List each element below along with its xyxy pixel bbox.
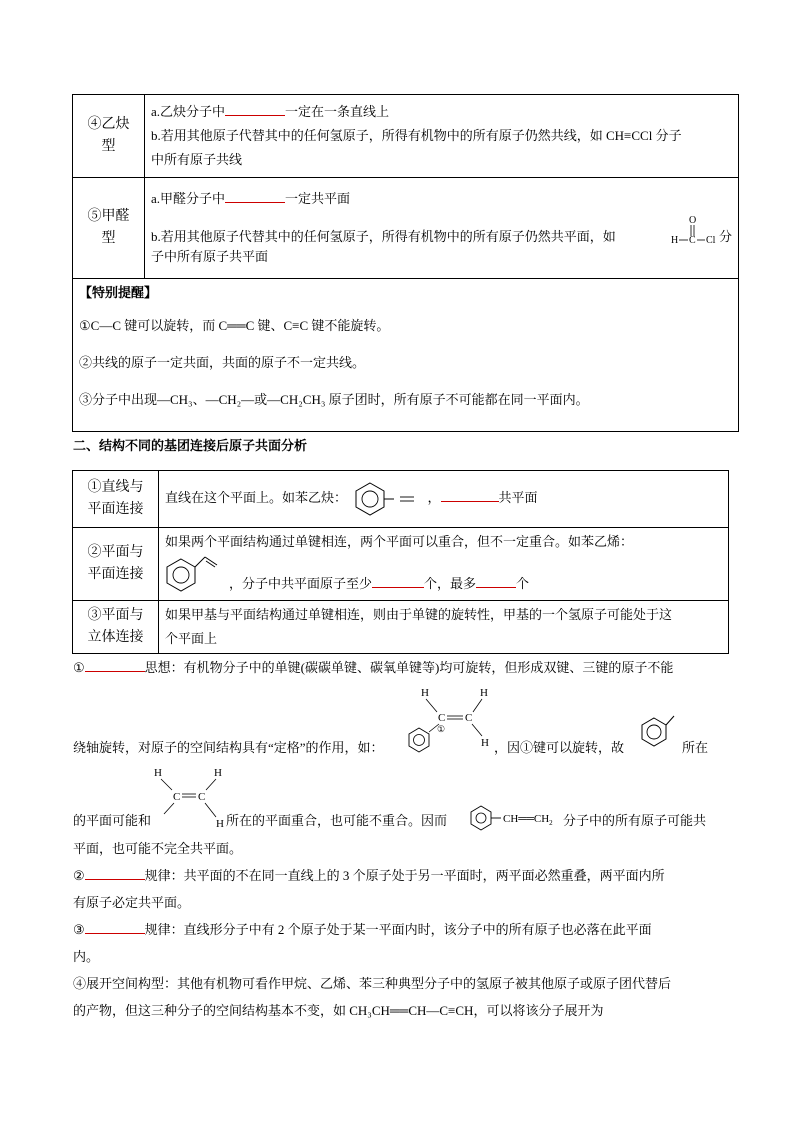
label-acetylene-type: ④乙炔 型 — [73, 95, 145, 178]
content-plane-solid: 如果甲基与平面结构通过单键相连，则由于单键的旋转性，甲基的一个氢原子可能处于这 个平面上 — [159, 601, 729, 654]
label-plane-solid: ③平面与 立体连接 — [73, 601, 159, 654]
methylbenzene-ring — [638, 712, 680, 752]
p1-line2: 绕轴旋转，对原子的空间结构具有“定格”的作用，如： — [73, 740, 384, 755]
p2-line1: ② 规律：共平面的不在同一直线上的 3 个原子处于另一平面时，两平面必然重叠，两平面内所 — [73, 868, 665, 883]
content-acetylene-type: a.乙炔分子中 一定在一条直线上 b.若用其他原子代替其中的任何氢原子，所得有机物中的所有原子仍然共线，如 CH≡CCl 分子 中所有原子共线 — [145, 95, 739, 178]
styrene-structure — [165, 549, 225, 593]
structure-types-table — [72, 94, 739, 432]
p1-line1: ① 思想：有机物分子中的单键(碳碳单键、碳氧单键等)均可旋转，但形成双键、三键的原子不能 — [73, 660, 674, 675]
svg-text:H: H — [481, 737, 489, 749]
svg-text:C: C — [689, 235, 696, 246]
svg-text:O: O — [689, 215, 697, 226]
section-heading: 二、结构不同的基团连接后原子共面分析 — [73, 438, 308, 453]
p4-line2: 的产物，但这三种分子的空间结构基本不变，如 CH₃CH══CH—C≡CH，可以将该分子展开为 — [73, 1003, 604, 1018]
p2-line2: 有原子必定共平面。 — [73, 895, 191, 910]
carbonyl-chloride-structure — [669, 211, 719, 251]
fill-blank[interactable] — [85, 920, 145, 934]
row-special-reminder — [73, 279, 739, 432]
svg-text:C: C — [465, 712, 473, 724]
phenylacetylene-structure — [350, 479, 424, 519]
svg-text:①: ① — [437, 724, 446, 734]
p1-line3: 的平面可能和 — [73, 813, 152, 828]
row-plane-solid — [73, 601, 729, 654]
label-formaldehyde-type: ⑤甲醛 型 — [73, 178, 145, 279]
p1-line4: 平面，也可能不完全共平面。 — [73, 841, 243, 856]
row-acetylene-type — [73, 95, 739, 178]
row-line-plane — [73, 471, 729, 528]
row-plane-plane — [73, 528, 729, 601]
content-formaldehyde-type: a.甲醛分子中 一定共平面 b.若用其他原子代替其中的任何氢原子，所得有机物中的所有原子仍然共平面，如 O H C Cl 分 子中所有原子共平面 — [145, 178, 739, 279]
phenyl-vinyl-structure — [405, 684, 497, 756]
label-line-plane: ①直线与 平面连接 — [73, 471, 159, 528]
fill-blank[interactable] — [441, 488, 499, 502]
fill-blank[interactable] — [476, 574, 516, 588]
svg-text:H: H — [480, 687, 488, 699]
svg-text:Cl: Cl — [706, 235, 716, 246]
fill-blank[interactable] — [225, 189, 285, 203]
svg-text:CH══CH2: $CH══CH_2$ — [503, 813, 553, 827]
svg-text:C: C — [198, 791, 206, 803]
fill-blank[interactable] — [225, 102, 285, 116]
fill-blank[interactable] — [372, 574, 424, 588]
fill-blank[interactable] — [85, 658, 145, 672]
fill-blank[interactable] — [85, 866, 145, 880]
svg-text:H: H — [154, 767, 162, 779]
group-connection-table — [72, 470, 729, 654]
svg-text:C: C — [438, 712, 446, 724]
svg-text:C: C — [173, 791, 181, 803]
p3-line1: ③ 规律：直线形分子中有 2 个原子处于某一平面内时，该分子中的所有原子也必落在此平面 — [73, 922, 652, 937]
svg-text:H: H — [671, 235, 679, 246]
row-formaldehyde-type — [73, 178, 739, 279]
styrene-inline-structure — [465, 804, 565, 832]
svg-text:H: H — [421, 687, 429, 699]
label-plane-plane: ②平面与 平面连接 — [73, 528, 159, 601]
svg-text:H: H — [214, 767, 222, 779]
special-reminder: 【特别提醒】 ①C—C 键可以旋转，而 C══C 键、C≡C 键不能旋转。 ②共线的原子一定共面，共面的原子不一定共线。 ③分子中出现—CH₃、—CH₂—或—CH₂CH₃ 原子团时，所有原子不可能都在同一平面内。 — [73, 279, 739, 432]
content-line-plane: 直线在这个平面上。如苯乙炔： ， 共平面 — [159, 471, 729, 528]
p3-line2: 内。 — [73, 949, 100, 964]
content-plane-plane: 如果两个平面结构通过单键相连，两个平面可以重合，但不一定重合。如苯乙烯： ，分子中共平面原子至少 个，最多 个 — [159, 528, 729, 601]
p4-line1: ④展开空间构型：其他有机物可看作甲烷、乙烯、苯三种典型分子中的氢原子被其他原子或原子团代替后 — [73, 976, 672, 991]
svg-text:H: H — [216, 818, 224, 830]
